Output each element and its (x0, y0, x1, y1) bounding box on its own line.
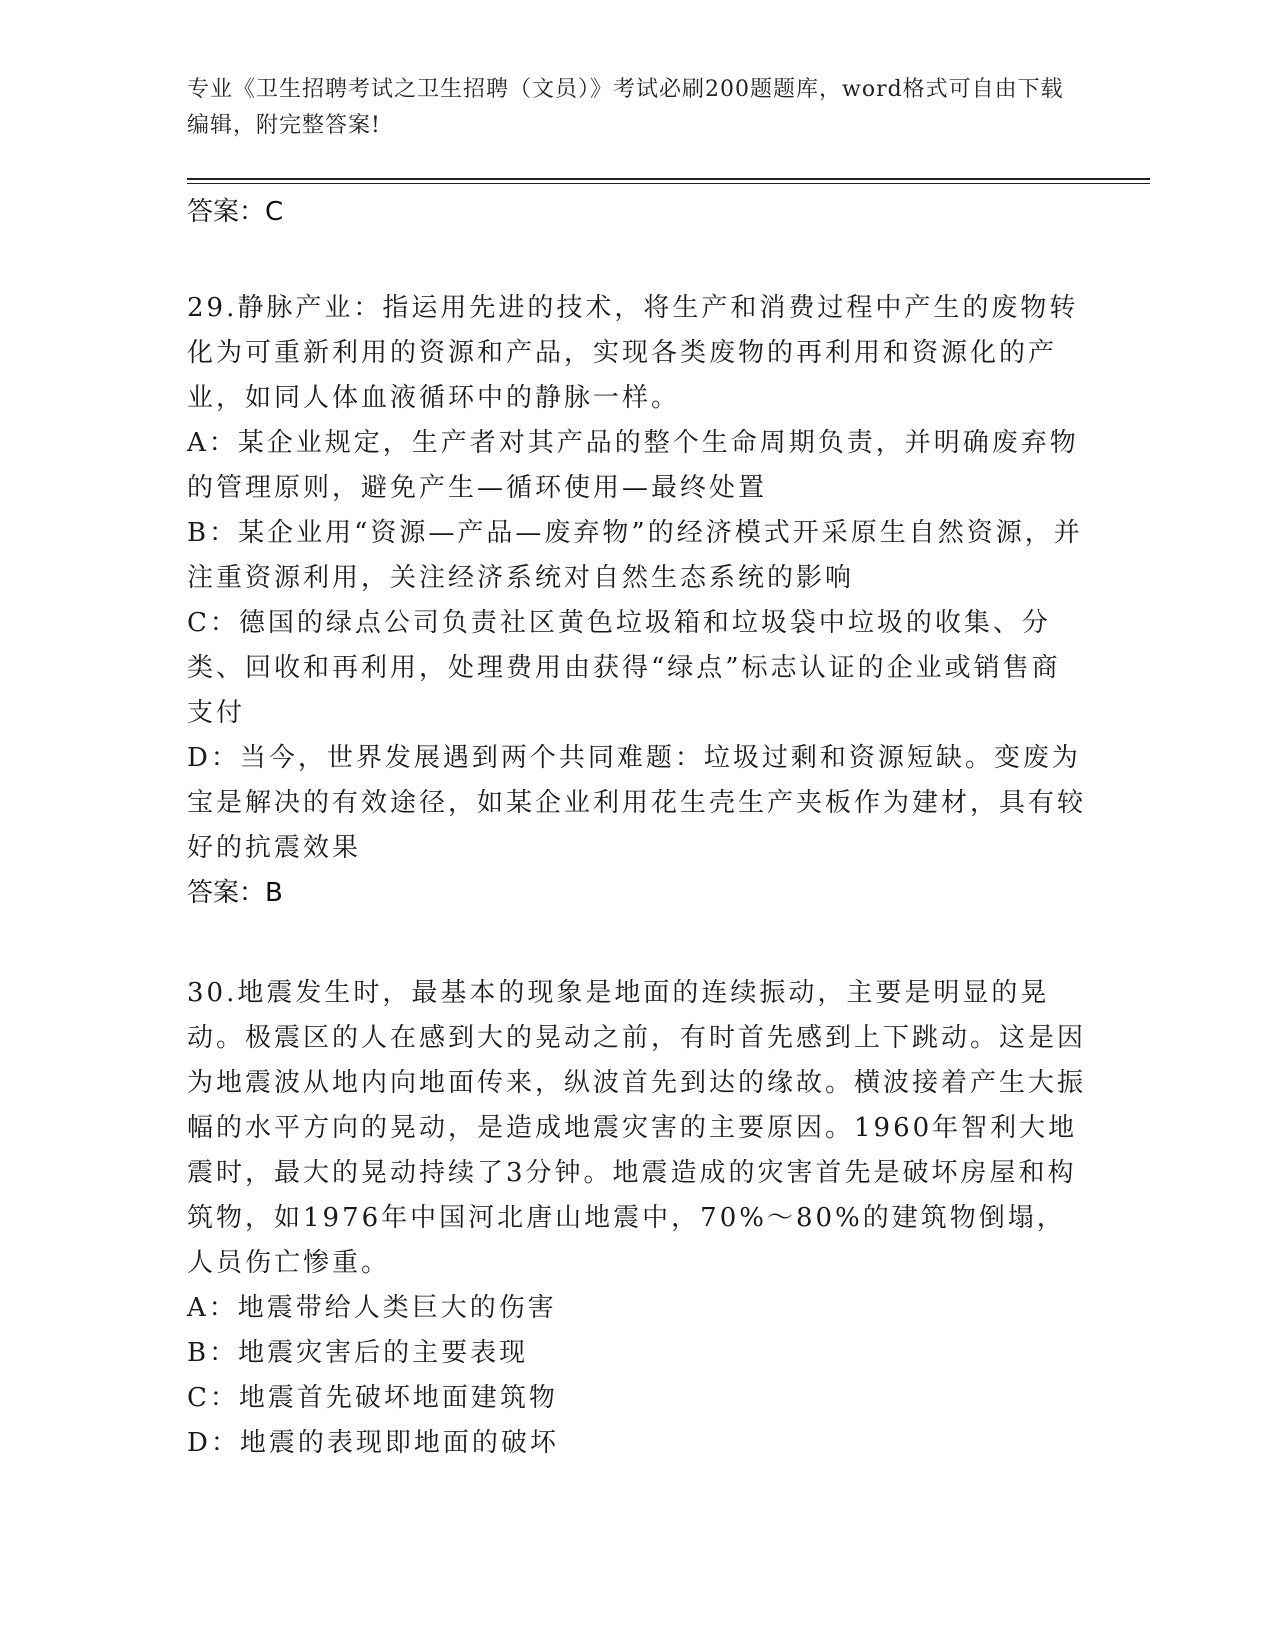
header-rule-thin (187, 183, 1150, 184)
page-header: 专业《卫生招聘考试之卫生招聘（文员）》考试必刷200题题库，word格式可自由下载编辑，附完整答案! (187, 77, 1064, 138)
option-b: B：某企业用“资源—产品—废弃物”的经济模式开采原生自然资源，并注重资源利用，关注经济系统对自然生态系统的影响 (187, 518, 1083, 593)
question-stem: 30.地震发生时，最基本的现象是地面的连续振动，主要是明显的晃动。极震区的人在感到大的晃动之前，有时首先感到上下跳动。这是因为地震波从地内向地面传来，纵波首先到达的缘故。横波接着产生大振幅的水平方向的晃动，是造成地震灾害的主要原因。1960年智利大地震时，最大的晃动持续了3分钟。地震造成的灾害首先是破坏房屋和构筑物，如1976年中国河北唐山地震中，70%～80%的建筑物倒塌，人员伤亡惨重。 (187, 978, 1087, 1278)
document-body (187, 190, 1087, 1466)
option-a: A：地震带给人类巨大的伤害 (187, 1293, 557, 1323)
spacer (187, 915, 1087, 971)
header-rule (187, 178, 1150, 180)
option-d: D：地震的表现即地面的破坏 (187, 1428, 559, 1458)
answer-previous: 答案：C (187, 197, 284, 227)
question-stem: 29.静脉产业：指运用先进的技术，将生产和消费过程中产生的废物转化为可重新利用的资源和产品，实现各类废物的再利用和资源化的产业，如同人体血液循环中的静脉一样。 (187, 293, 1079, 413)
option-c: C：地震首先破坏地面建筑物 (187, 1383, 558, 1413)
question-29 (187, 286, 1087, 915)
option-c: C：德国的绿点公司负责社区黄色垃圾箱和垃圾袋中垃圾的收集、分类、回收和再利用，处理费用由获得“绿点”标志认证的企业或销售商支付 (187, 608, 1061, 728)
answer-29: 答案：B (187, 878, 283, 908)
spacer (187, 234, 1087, 286)
option-b: B：地震灾害后的主要表现 (187, 1338, 529, 1368)
question-30 (187, 971, 1087, 1466)
option-a: A：某企业规定，生产者对其产品的整个生命周期负责，并明确废弃物的管理原则，避免产生—循环使用—最终处置 (187, 428, 1079, 503)
option-d: D：当今，世界发展遇到两个共同难题：垃圾过剩和资源短缺。变废为宝是解决的有效途径，如某企业利用花生壳生产夹板作为建材，具有较好的抗震效果 (187, 743, 1087, 863)
